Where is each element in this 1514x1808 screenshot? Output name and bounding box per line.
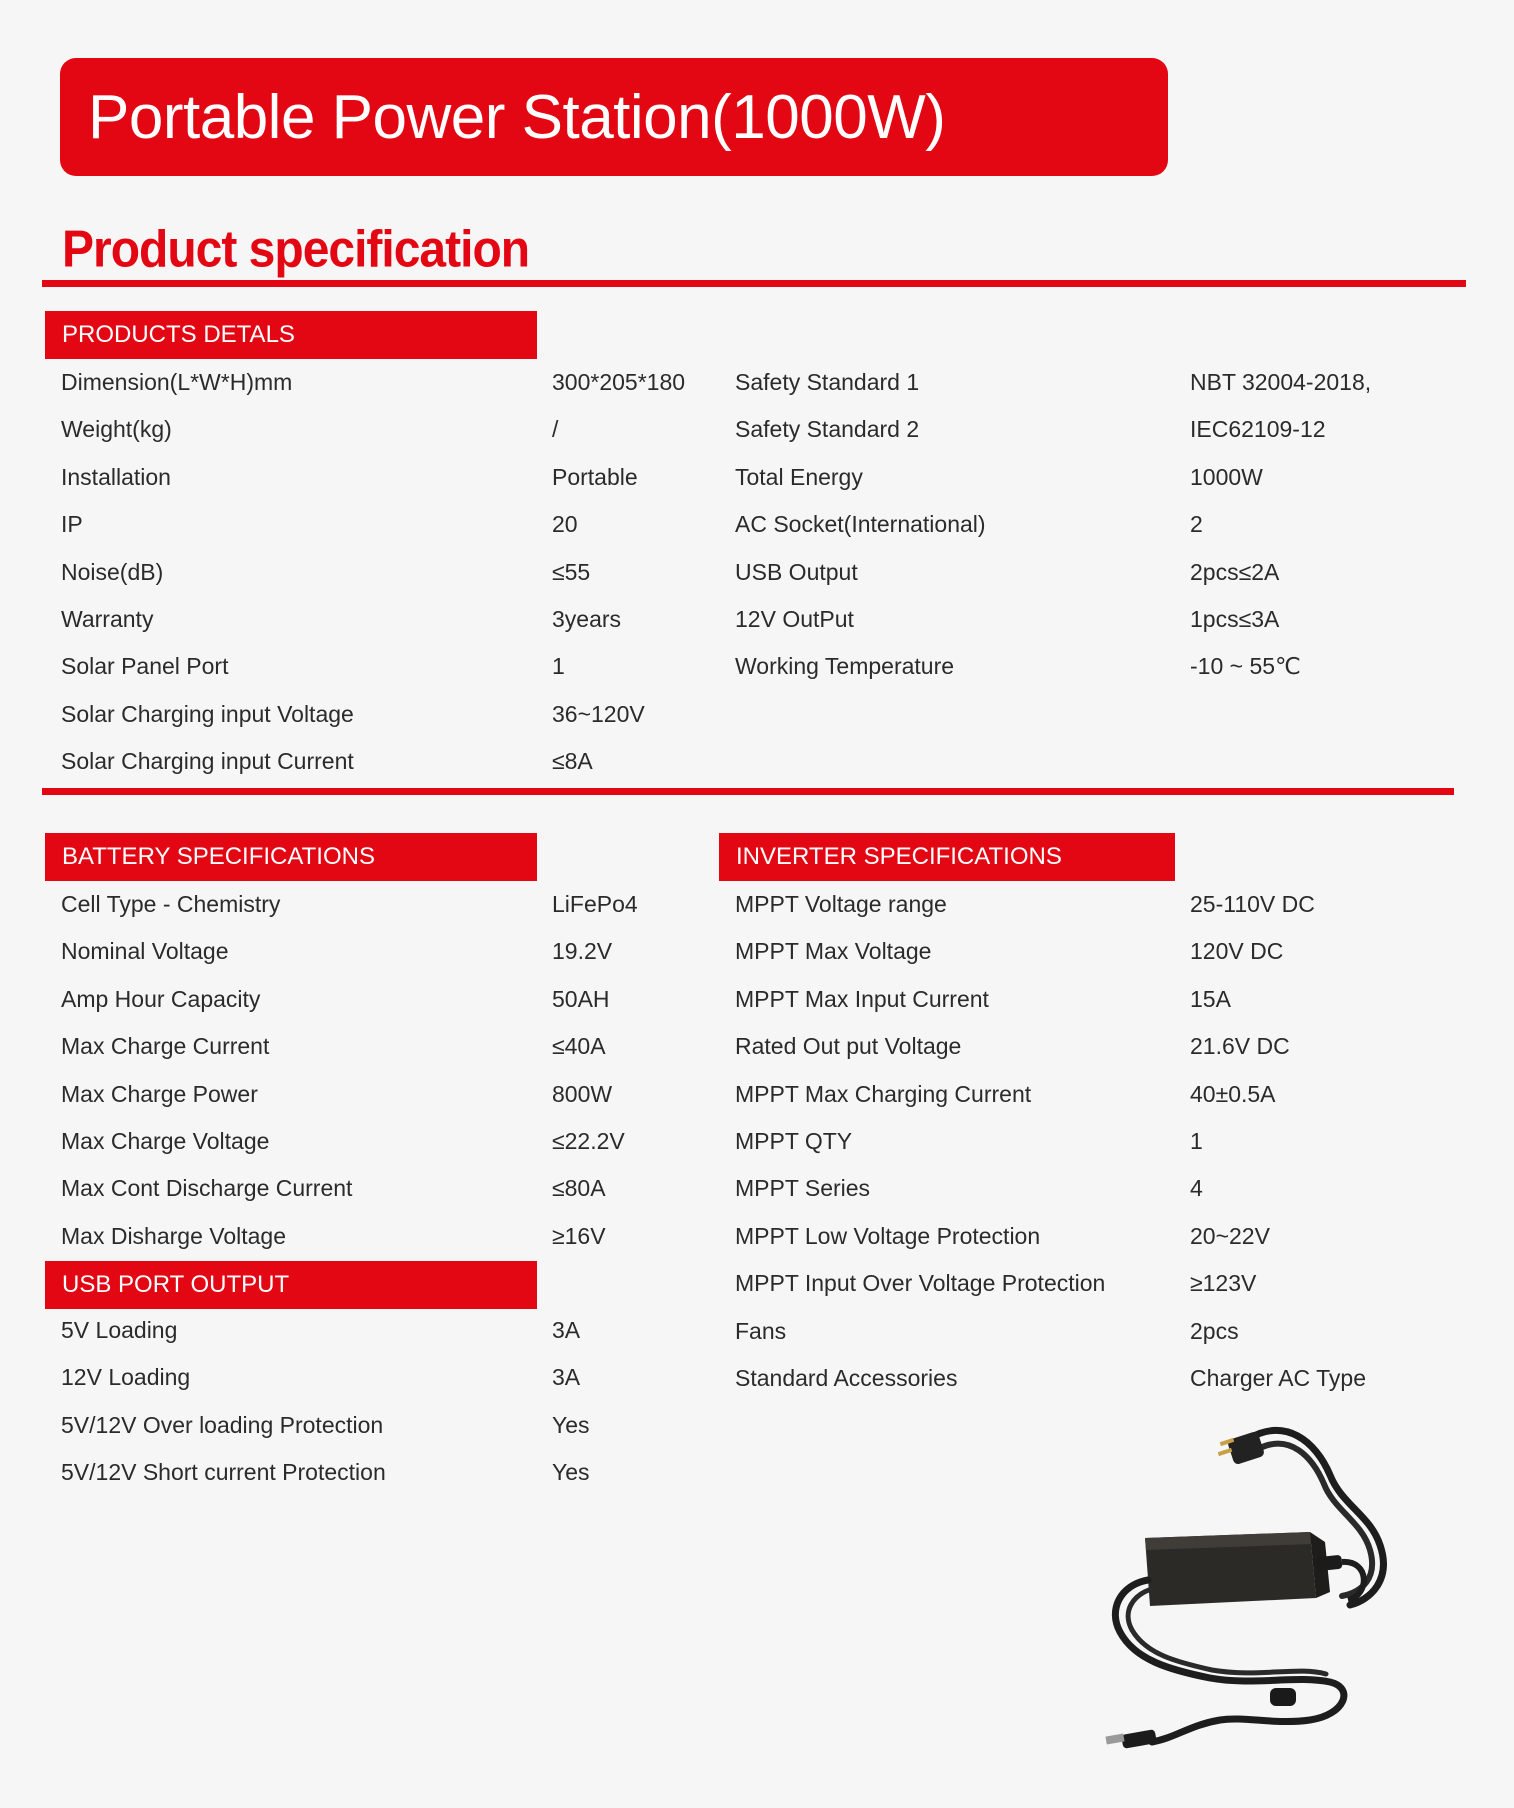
spec-value: 1pcs≤3A: [1190, 606, 1280, 632]
product-specification-heading: Product specification: [62, 221, 530, 279]
spec-value: NBT 32004-2018,: [1190, 369, 1372, 395]
spec-label: Rated Out put Voltage: [735, 1033, 962, 1060]
spec-label: Solar Charging input Current: [61, 748, 354, 775]
spec-label: 12V OutPut: [735, 606, 854, 632]
spec-label: IP: [61, 511, 83, 538]
spec-label: USB Output: [735, 558, 858, 585]
spec-label: AC Socket(International): [735, 511, 986, 538]
spec-value: 3A: [552, 1317, 581, 1343]
spec-value: ≥123V: [1190, 1270, 1257, 1297]
spec-label: Max Charge Power: [61, 1080, 258, 1107]
spec-label: Safety Standard 1: [735, 369, 920, 395]
spec-label: Warranty: [61, 606, 154, 632]
spec-value: 2: [1190, 511, 1203, 538]
spec-label: Cell Type - Chemistry: [61, 891, 281, 917]
spec-value: Charger AC Type: [1190, 1365, 1367, 1391]
spec-value: Portable: [552, 463, 638, 490]
spec-label: Max Charge Voltage: [61, 1128, 270, 1154]
spec-value: /: [552, 416, 559, 443]
spec-value: 1: [552, 653, 565, 680]
spec-value: 3A: [552, 1364, 581, 1391]
spec-label: Solar Charging input Voltage: [61, 700, 354, 727]
spec-label: MPPT QTY: [735, 1128, 853, 1154]
spec-value: 2pcs: [1190, 1317, 1239, 1344]
spec-label: Total Energy: [735, 463, 863, 490]
spec-value: IEC62109-12: [1190, 416, 1326, 443]
spec-value: 300*205*180: [552, 369, 686, 395]
spec-value: 3years: [552, 606, 622, 632]
spec-label: Standard Accessories: [735, 1365, 958, 1391]
inverter-specifications-header: [719, 833, 1175, 881]
spec-value: 120V DC: [1190, 938, 1284, 965]
spec-label: Amp Hour Capacity: [61, 985, 261, 1012]
spec-label: Installation: [61, 463, 171, 490]
spec-value: Yes: [552, 1411, 590, 1438]
spec-value: 40±0.5A: [1190, 1080, 1276, 1107]
spec-value: 15A: [1190, 985, 1231, 1012]
spec-label: Fans: [735, 1317, 787, 1344]
spec-label: MPPT Max Voltage: [735, 938, 932, 965]
spec-value: ≤22.2V: [552, 1128, 625, 1154]
spec-value: Yes: [552, 1459, 590, 1486]
spec-value: ≤55: [552, 558, 591, 585]
spec-value: ≥16V: [552, 1222, 606, 1249]
spec-value: 19.2V: [552, 938, 613, 965]
page-title: Portable Power Station(1000W): [88, 83, 946, 152]
spec-value: -10 ~ 55℃: [1190, 653, 1301, 680]
spec-label: MPPT Input Over Voltage Protection: [735, 1270, 1106, 1297]
spec-value: 1000W: [1190, 463, 1263, 490]
title-banner: [60, 58, 1168, 176]
spec-label: 5V/12V Short current Protection: [61, 1459, 386, 1486]
charger-adapter-image: [1080, 1420, 1460, 1760]
spec-label: MPPT Voltage range: [735, 891, 947, 917]
spec-label: Solar Panel Port: [61, 653, 229, 680]
spec-label: 12V Loading: [61, 1364, 191, 1391]
usb-port-output-title: USB PORT OUTPUT: [62, 1271, 290, 1298]
usb-port-output-header: [45, 1261, 537, 1309]
spec-label: Noise(dB): [61, 558, 164, 585]
spec-label: Max Cont Discharge Current: [61, 1175, 353, 1202]
products-details-title: PRODUCTS DETALS: [62, 321, 295, 348]
spec-value: 1: [1190, 1128, 1203, 1154]
spec-label: MPPT Low Voltage Protection: [735, 1222, 1041, 1249]
spec-label: MPPT Max Input Current: [735, 985, 989, 1012]
spec-value: ≤8A: [552, 748, 593, 775]
spec-value: 4: [1190, 1175, 1203, 1202]
spec-value: ≤40A: [552, 1033, 606, 1060]
battery-specifications-header: [45, 833, 537, 881]
spec-value: 800W: [552, 1080, 613, 1107]
spec-label: 5V Loading: [61, 1317, 178, 1343]
spec-value: 20~22V: [1190, 1222, 1270, 1249]
spec-label: Max Disharge Voltage: [61, 1222, 287, 1249]
spec-label: MPPT Max Charging Current: [735, 1080, 1032, 1107]
spec-label: Dimension(L*W*H)mm: [61, 369, 293, 395]
spec-value: 36~120V: [552, 700, 645, 727]
spec-value: 25-110V DC: [1190, 891, 1315, 917]
spec-label: Weight(kg): [61, 416, 172, 443]
battery-specifications-title: BATTERY SPECIFICATIONS: [62, 843, 375, 870]
spec-label: Working Temperature: [735, 653, 955, 680]
top-divider: [42, 280, 1466, 287]
spec-value: 2pcs≤2A: [1190, 558, 1280, 585]
spec-label: Nominal Voltage: [61, 938, 229, 965]
spec-label: Safety Standard 2: [735, 416, 920, 443]
spec-label: 5V/12V Over loading Protection: [61, 1411, 384, 1438]
spec-value: 20: [552, 511, 578, 538]
products-details-header: [45, 311, 537, 359]
inverter-specifications-title: INVERTER SPECIFICATIONS: [736, 843, 1062, 870]
spec-label: Max Charge Current: [61, 1033, 270, 1060]
spec-value: 21.6V DC: [1190, 1033, 1290, 1060]
spec-value: LiFePo4: [552, 891, 638, 917]
spec-label: MPPT Series: [735, 1175, 871, 1202]
middle-divider: [42, 788, 1454, 795]
spec-value: ≤80A: [552, 1175, 606, 1202]
dc-cable: [1115, 1580, 1344, 1742]
ferrite-bead: [1270, 1688, 1296, 1706]
spec-value: 50AH: [552, 985, 610, 1012]
dc-plug: [1121, 1729, 1157, 1749]
